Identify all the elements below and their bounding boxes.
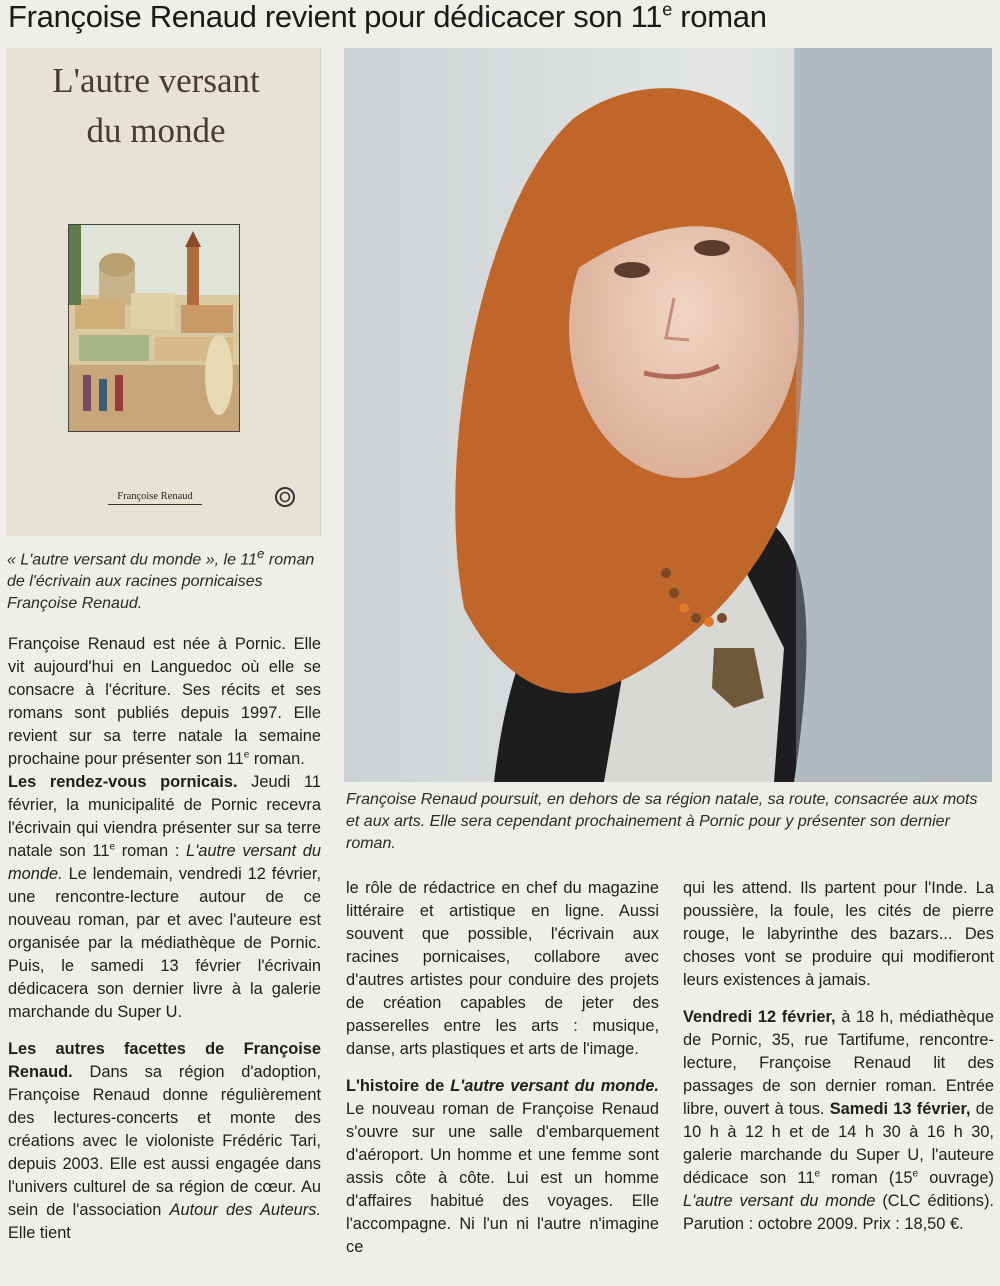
article-column-2 <box>346 877 659 1259</box>
cover-caption: « L'autre versant du monde », le 11e roman de l'écrivain aux racines pornicaises Françoise Renaud. <box>7 546 315 613</box>
photo-caption: Françoise Renaud poursuit, en dehors de sa région natale, sa route, consacrée aux mots et aux arts. Elle sera cependant prochainement à Pornic pour y présenter son dernier roman. <box>346 791 978 852</box>
article-column-1 <box>8 633 321 1245</box>
headline: Françoise Renaud revient pour dédicacer son 11e roman <box>8 0 767 34</box>
col2-continuation: le rôle de rédactrice en chef du magazine littéraire et artistique en ligne. Aussi souvent que possible, l'écrivain aux racines pornicaises, collabore avec d'autres artistes pour conduire des projets de création capables de jeter des passerelles entre les arts : musique, danse, arts plastiques et arts de l'image. <box>346 879 659 1058</box>
rdv-paragraph: Les rendez-vous pornicais. Jeudi 11 février, la municipalité de Pornic recevra l'écrivain qui viendra présenter sur sa terre natale son 11e roman : L'autre versant du monde. Le lendemain, vendredi 12 février, une rencontre-lecture autour de ce nouveau roman, par et avec l'auteure est organisée par la médiathèque de Pornic. Puis, le samedi 13 février l'écrivain dédicacera son dernier livre à la galerie marchande du Super U. <box>8 773 321 1021</box>
author-photo <box>344 48 992 782</box>
book-cover-author: Françoise Renaud <box>108 489 202 505</box>
intro-paragraph: Françoise Renaud est née à Pornic. Elle vit aujourd'hui en Languedoc où elle se consacre à l'écriture. Ses récits et ses romans sont publiés depuis 1997. Elle revient sur sa terre natale la semaine prochaine pour présenter son 11e roman. <box>8 635 321 768</box>
facettes-paragraph: Les autres facettes de Françoise Renaud. Dans sa région d'adoption, Françoise Renaud donne régulièrement des lectures-concerts et monte des créations avec le violoniste Frédéric Tari, depuis 2003. Elle est aussi engagée dans l'univers culturel de sa région de cœur. Au sein de l'association Autour des Auteurs. Elle tient <box>8 1040 322 1242</box>
histoire-paragraph: L'histoire de L'autre versant du monde. Le nouveau roman de Françoise Renaud s'ouvre sur une salle d'embarquement d'aéroport. Un homme et une femme sont assis côte à côte. Lui est un homme d'affaires habitué des voyages. Elle l'accompagne. Ni l'un ni l'autre n'imagine ce <box>346 1077 659 1256</box>
infos-paragraph: Vendredi 12 février, à 18 h, médiathèque de Pornic, 35, rue Tartifume, rencontre-lecture, Françoise Renaud lit des passages de son dernier roman. Entrée libre, ouvert à tous. Samedi 13 février, de 10 h à 12 h et de 14 h 30 à 16 h 30, galerie marchande du Super U, l'auteure dédicace son 11e roman (15e ouvrage) L'autre versant du monde (CLC éditions). Parution : octobre 2009. Prix : 18,50 €. <box>683 1008 994 1233</box>
publisher-logo-icon <box>274 486 296 508</box>
book-cover <box>6 48 321 536</box>
article-column-3 <box>683 877 994 1236</box>
col3-continuation: qui les attend. Ils partent pour l'Inde. La poussière, la foule, les cités de pierre rouge, le labyrinthe des bazars... Des choses vont se produire qui modifieront leurs existences à jamais. <box>683 879 994 989</box>
book-cover-illustration <box>68 224 240 432</box>
book-cover-title: L'autre versant du monde <box>52 61 260 150</box>
